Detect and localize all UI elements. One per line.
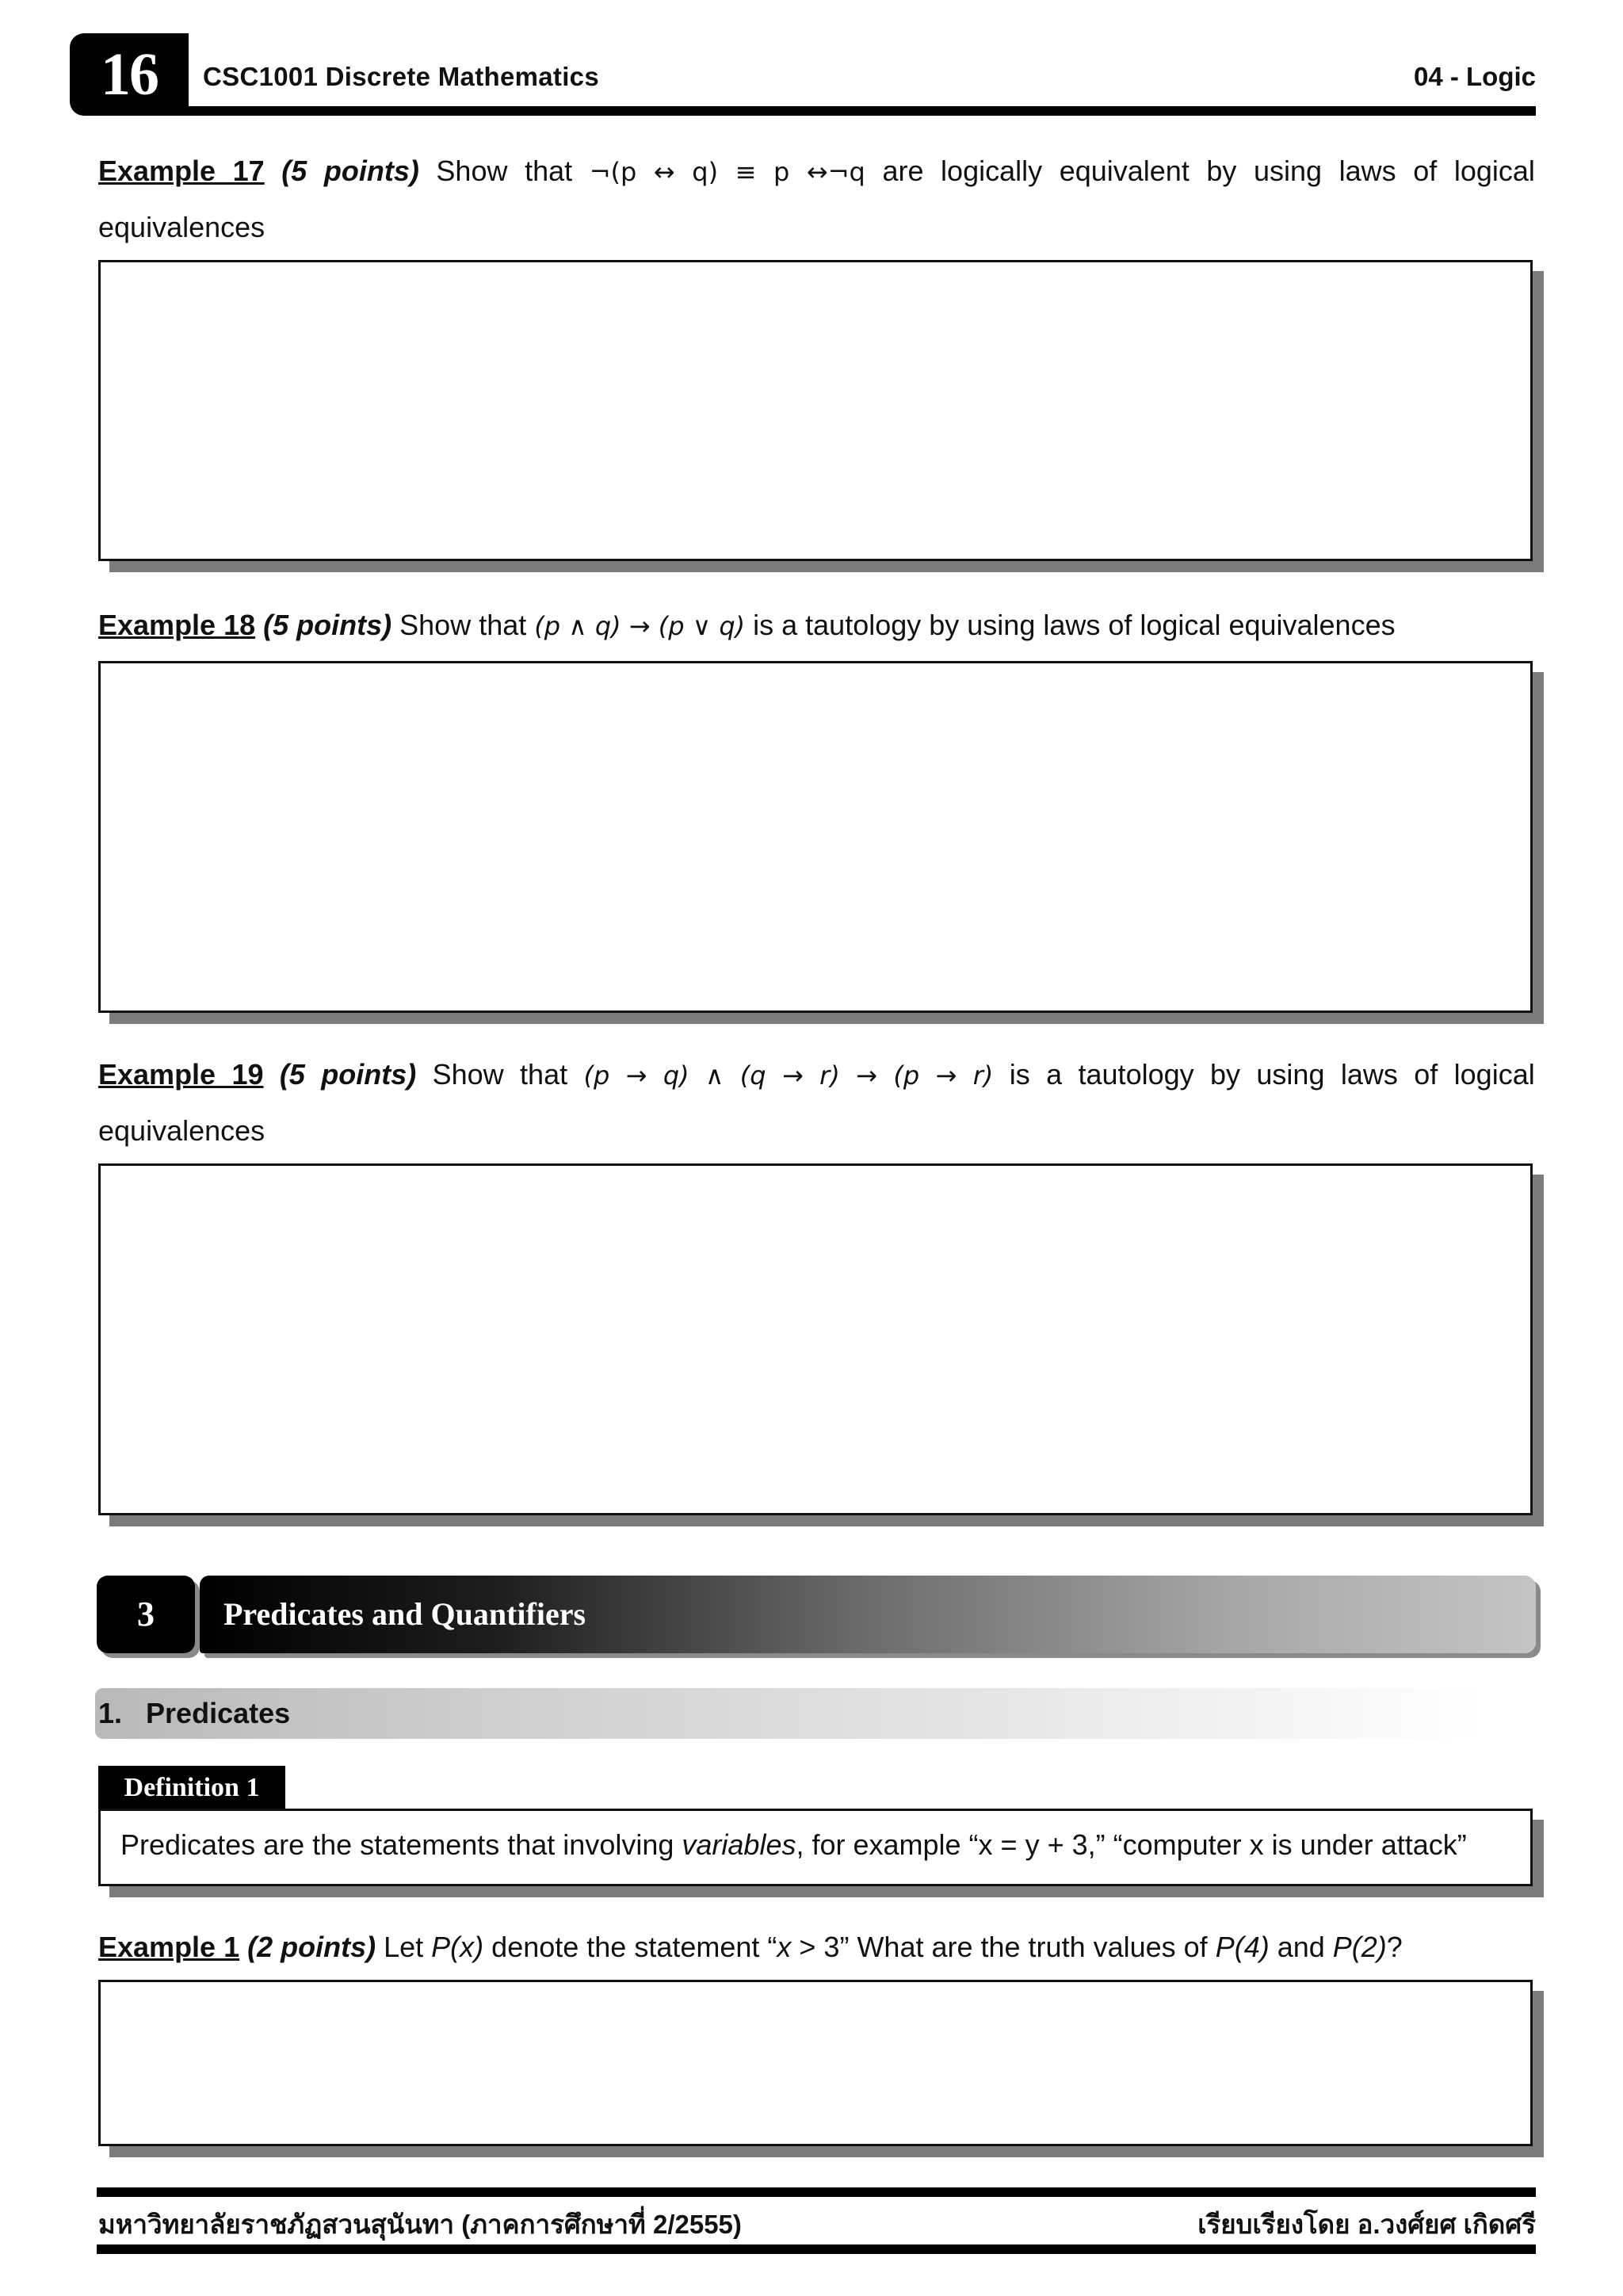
- definition-text-part: , for example “x = y + 3,” “computer x is under attack”: [796, 1828, 1467, 1861]
- formula-token: →: [781, 1060, 804, 1091]
- predicate: P(2): [1332, 1931, 1387, 1963]
- example-17-answer-box[interactable]: [98, 260, 1533, 561]
- example-text: Show: [436, 155, 508, 187]
- formula-token: r): [819, 1060, 840, 1091]
- definition-text-part: Predicates are the statements that involving: [120, 1828, 682, 1861]
- formula-token: q): [663, 1060, 689, 1091]
- footer-author: เรียบเรียงโดย อ.วงศ์ยศ เกิดศรี: [1197, 2210, 1536, 2239]
- formula-token: →: [935, 1060, 957, 1091]
- example-17-points: (5 points): [281, 155, 419, 187]
- formula-token: ∧: [705, 1060, 724, 1091]
- example-text: > 3” What are the truth values of: [791, 1931, 1216, 1963]
- formula-token: ≡: [735, 157, 757, 187]
- predicate: P(x): [431, 1931, 484, 1963]
- example-text: using: [1256, 1058, 1325, 1091]
- formula-token: r): [972, 1060, 994, 1091]
- example-text: denote the statement “: [483, 1931, 777, 1963]
- section-number: 3: [137, 1595, 155, 1633]
- subsection-title: 1. Predicates: [98, 1697, 291, 1729]
- example-text: equivalent: [1059, 155, 1190, 187]
- example-text: laws: [1338, 155, 1396, 187]
- footer-institution: มหาวิทยาลัยราชภัฏสวนสุนันทา (ภาคการศึกษาที่ 2/2555): [98, 2210, 742, 2239]
- formula-token: ↔¬q: [806, 157, 865, 187]
- example-text: Show: [432, 1058, 504, 1091]
- example-text: ?: [1386, 1931, 1403, 1963]
- example-text: logical: [1453, 1058, 1535, 1091]
- example-19-line2: equivalences: [98, 1114, 265, 1147]
- example-text: and: [1269, 1931, 1333, 1963]
- example-text: is: [1009, 1058, 1030, 1091]
- definition-emphasis: variables: [682, 1828, 796, 1861]
- definition-label: Definition 1: [98, 1766, 285, 1810]
- example-1-points: (2 points): [247, 1931, 376, 1963]
- course-title: CSC1001 Discrete Mathematics: [203, 62, 599, 91]
- example-19-points: (5 points): [279, 1058, 417, 1091]
- example-text: using: [1254, 155, 1323, 187]
- definition-text: [120, 1827, 1467, 1863]
- example-17-line1: [98, 153, 1535, 190]
- formula-token: →: [625, 1060, 647, 1091]
- example-text: that: [520, 1058, 568, 1091]
- formula-token: (p: [893, 1060, 920, 1091]
- example-18-label: Example 18: [98, 609, 256, 641]
- example-text: logically: [941, 155, 1043, 187]
- example-text: by: [1210, 1058, 1241, 1091]
- chapter-title: 04 - Logic: [1413, 62, 1536, 91]
- example-18-points: (5 points): [263, 609, 392, 641]
- example-19-answer-box[interactable]: [98, 1163, 1533, 1515]
- example-text: logical: [1453, 155, 1535, 187]
- footer-rule-bottom: [97, 2244, 1536, 2254]
- example-18-line: [98, 607, 1535, 644]
- formula-token: q): [692, 157, 719, 187]
- variable: x: [777, 1931, 792, 1963]
- example-text: are: [882, 155, 924, 187]
- example-text: Let: [376, 1931, 432, 1963]
- example-text: is a tautology by using laws of logical equivalences: [745, 609, 1396, 641]
- example-text: of: [1413, 155, 1438, 187]
- example-text: by: [1206, 155, 1237, 187]
- section-title: Predicates and Quantifiers: [223, 1596, 586, 1632]
- example-text: that: [525, 155, 573, 187]
- header-rule: [189, 106, 1536, 116]
- footer-rule-top: [97, 2187, 1536, 2197]
- example-19-label: Example 19: [98, 1058, 264, 1091]
- formula-token: p: [773, 157, 790, 187]
- example-text: tautology: [1078, 1058, 1194, 1091]
- formula-token: (q: [739, 1060, 766, 1091]
- example-17-line2: equivalences: [98, 211, 265, 243]
- example-1-answer-box[interactable]: [98, 1980, 1533, 2146]
- formula-token: (p: [583, 1060, 610, 1091]
- example-19-line1: [98, 1056, 1535, 1094]
- example-text: of: [1414, 1058, 1438, 1091]
- example-text: Show that: [399, 609, 535, 641]
- example-1-line: [98, 1929, 1535, 1966]
- example-text: laws: [1340, 1058, 1398, 1091]
- example-17-label: Example 17: [98, 155, 265, 187]
- formula: (p ∧ q) → (p ∨ q): [534, 611, 746, 641]
- predicate: P(4): [1215, 1931, 1270, 1963]
- formula-token: ¬(p: [589, 157, 637, 187]
- example-text: a: [1046, 1058, 1063, 1091]
- formula-token: →: [856, 1060, 877, 1091]
- subsection-bar: [95, 1688, 1482, 1739]
- formula-token: ↔: [653, 157, 675, 187]
- example-1-label: Example 1: [98, 1931, 240, 1963]
- page-number: 16: [101, 41, 158, 108]
- example-18-answer-box[interactable]: [98, 661, 1533, 1013]
